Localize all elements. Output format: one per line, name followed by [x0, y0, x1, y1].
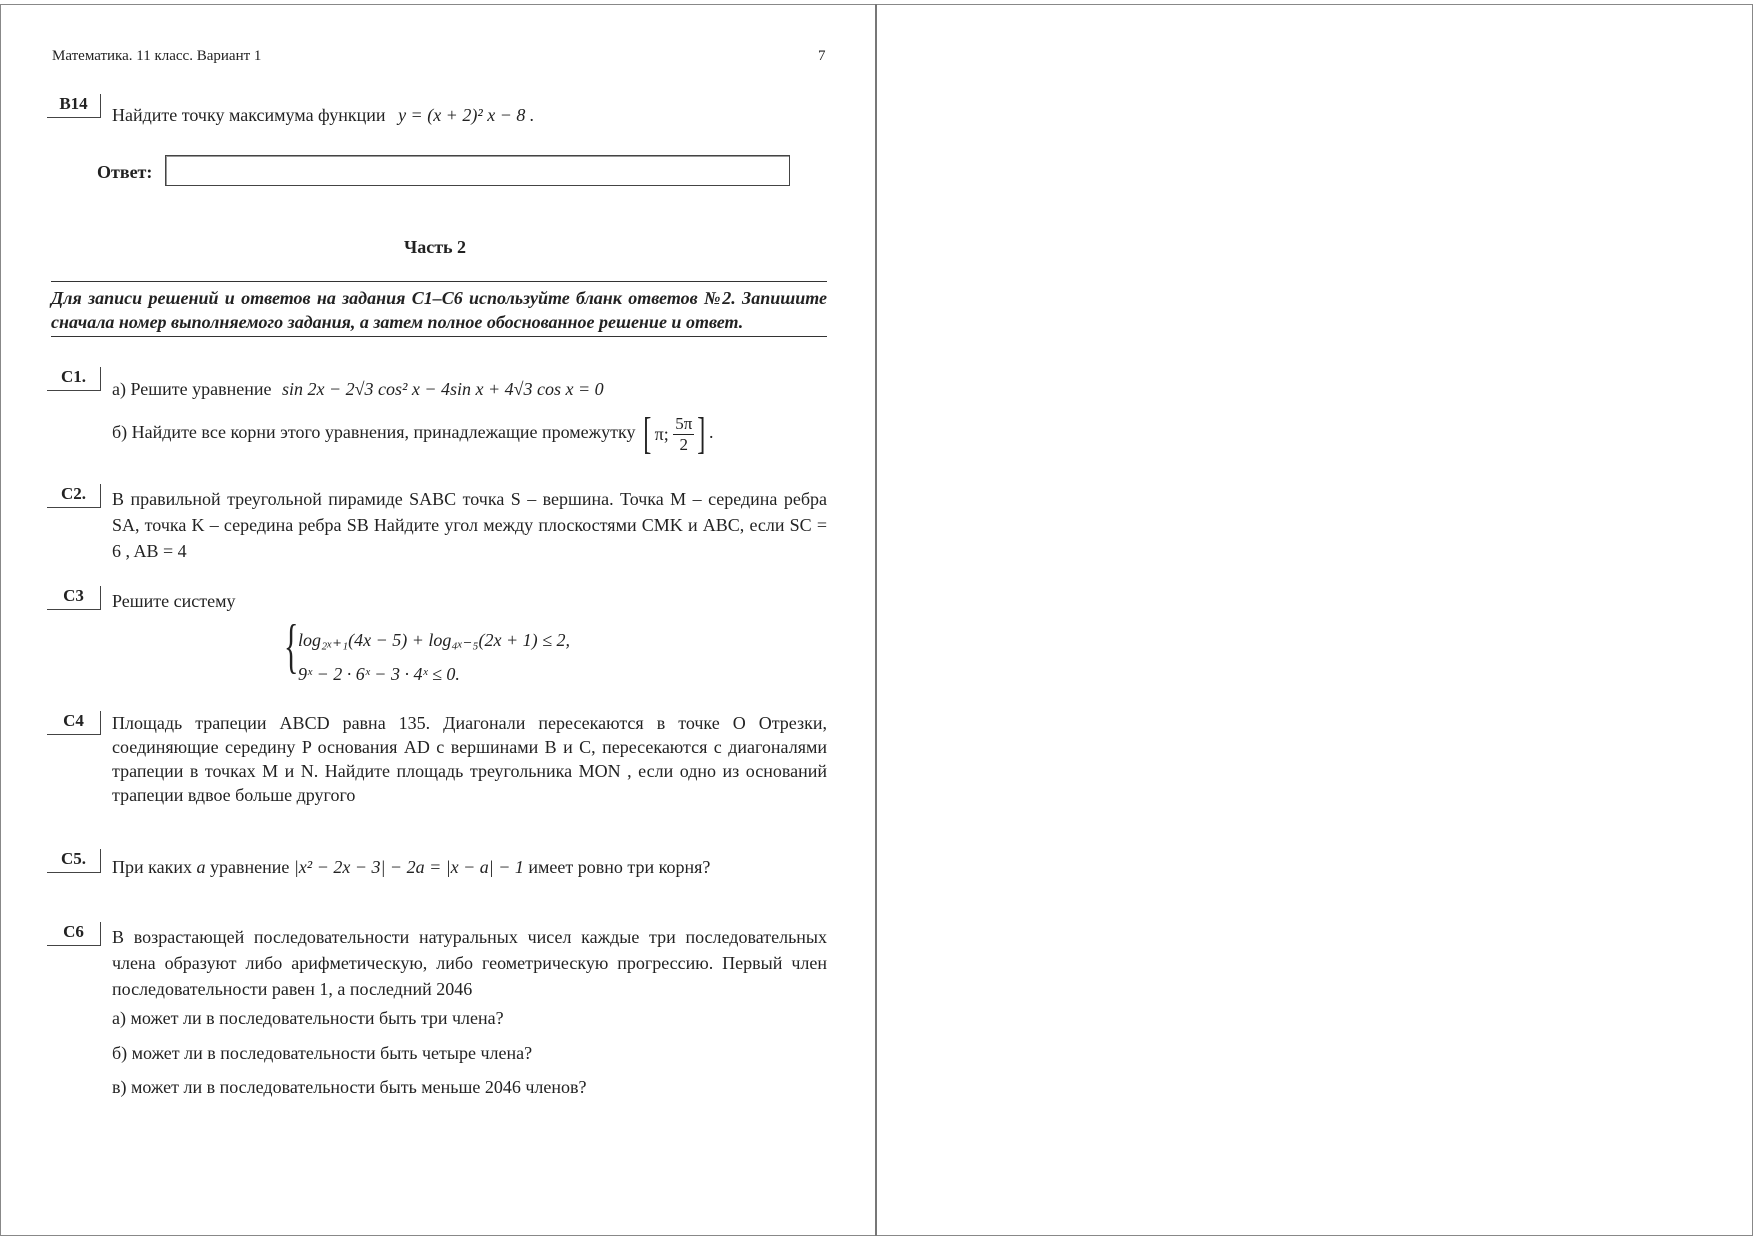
answer-label: Ответ:	[97, 162, 153, 182]
fraction-numerator: 5π	[675, 413, 693, 433]
interval-right-bracket: ]	[697, 409, 706, 458]
b14-question	[112, 102, 534, 128]
c6-c: в) может ли в последовательности быть меньше 2046 членов?	[112, 1077, 587, 1097]
task-tag-c2: C2.	[47, 484, 101, 508]
c3-line2: 9ˣ − 2 · 6ˣ − 3 · 4ˣ ≤ 0.	[298, 664, 460, 684]
b14-text: Найдите точку максимума функции	[112, 105, 386, 125]
task-tag-b14: B14	[47, 94, 101, 118]
c1-part-a	[112, 376, 604, 402]
interval-left-bracket: [	[643, 409, 652, 458]
c1-part-b: б) Найдите все корни этого уравнения, принадлежащие промежутку [ π; $\frac{5\pi}{2}$ ] .	[112, 409, 714, 458]
task-tag-c4: C4	[47, 711, 101, 735]
part2-title: Часть 2	[404, 237, 467, 257]
task-tag-c3: C3	[47, 586, 101, 610]
c6-a: а) может ли в последовательности быть три члена?	[112, 1008, 504, 1028]
c1-interval-left: π;	[654, 424, 669, 444]
c4-text: Площадь трапеции ABCD равна 135. Диагонали пересекаются в точке O Отрезки, соединяющие середину P основания AD с вершинами B и C, пересекаются с диагоналями трапеции в точках M и N. Найдите площадь треугольника MON , если одно из оснований трапеции вдвое больше другого	[112, 713, 827, 805]
c6-text: В возрастающей последовательности натуральных чисел каждые три последовательных члена образуют либо арифметическую, либо геометрическую прогрессию. Первый член последовательности равен 1, а последний 2046	[112, 927, 827, 999]
fraction-denominator: 2	[679, 434, 688, 454]
task-tag-c1: C1.	[47, 367, 101, 391]
c5-text-before: При каких	[112, 857, 192, 877]
c1-a-formula: sin 2x − 2√3 cos² x − 4sin x + 4√3 cos x = 0	[281, 379, 604, 399]
c5-var: a	[196, 857, 206, 877]
page-header-title: Математика. 11 класс. Вариант 1	[52, 48, 262, 64]
c5-text-mid: уравнение	[209, 857, 290, 877]
left-page	[0, 0, 876, 1239]
c1-b-text: б) Найдите все корни этого уравнения, принадлежащие промежутку	[112, 422, 636, 443]
c3-line1: log₂ₓ₊₁(4x − 5) + log₄ₓ₋₅(2x + 1) ≤ 2,	[298, 630, 571, 650]
system-brace: {	[284, 613, 299, 679]
b14-formula: y = (x + 2)² x − 8 .	[398, 105, 535, 125]
c6-b: б) может ли в последовательности быть четыре члена?	[112, 1043, 533, 1063]
c3-text: Решите систему	[112, 591, 236, 611]
c5-text-after: имеет ровно три корня?	[528, 857, 711, 877]
task-tag-c6: C6	[47, 922, 101, 946]
c5-question	[112, 854, 710, 880]
task-tag-c5: C5.	[47, 849, 101, 873]
c1-interval-fraction	[673, 414, 694, 455]
answer-input[interactable]	[165, 155, 790, 186]
c2-text: В правильной треугольной пирамиде SABC точка S – вершина. Точка M – середина ребра SA, точка K – середина ребра SB Найдите угол между плоскостями CMK и ABC, если SC = 6 , AB = 4	[112, 489, 827, 561]
c1-a-text: а) Решите уравнение	[112, 379, 272, 399]
c5-formula: |x² − 2x − 3| − 2a = |x − a| − 1	[293, 857, 524, 877]
part2-instructions: Для записи решений и ответов на задания С1–С6 используйте бланк ответов №2. Запишите сначала номер выполняемого задания, а затем полное обоснованное решение и ответ.	[51, 281, 827, 337]
right-page-blank	[877, 5, 1752, 1235]
page-number: 7	[818, 48, 826, 64]
